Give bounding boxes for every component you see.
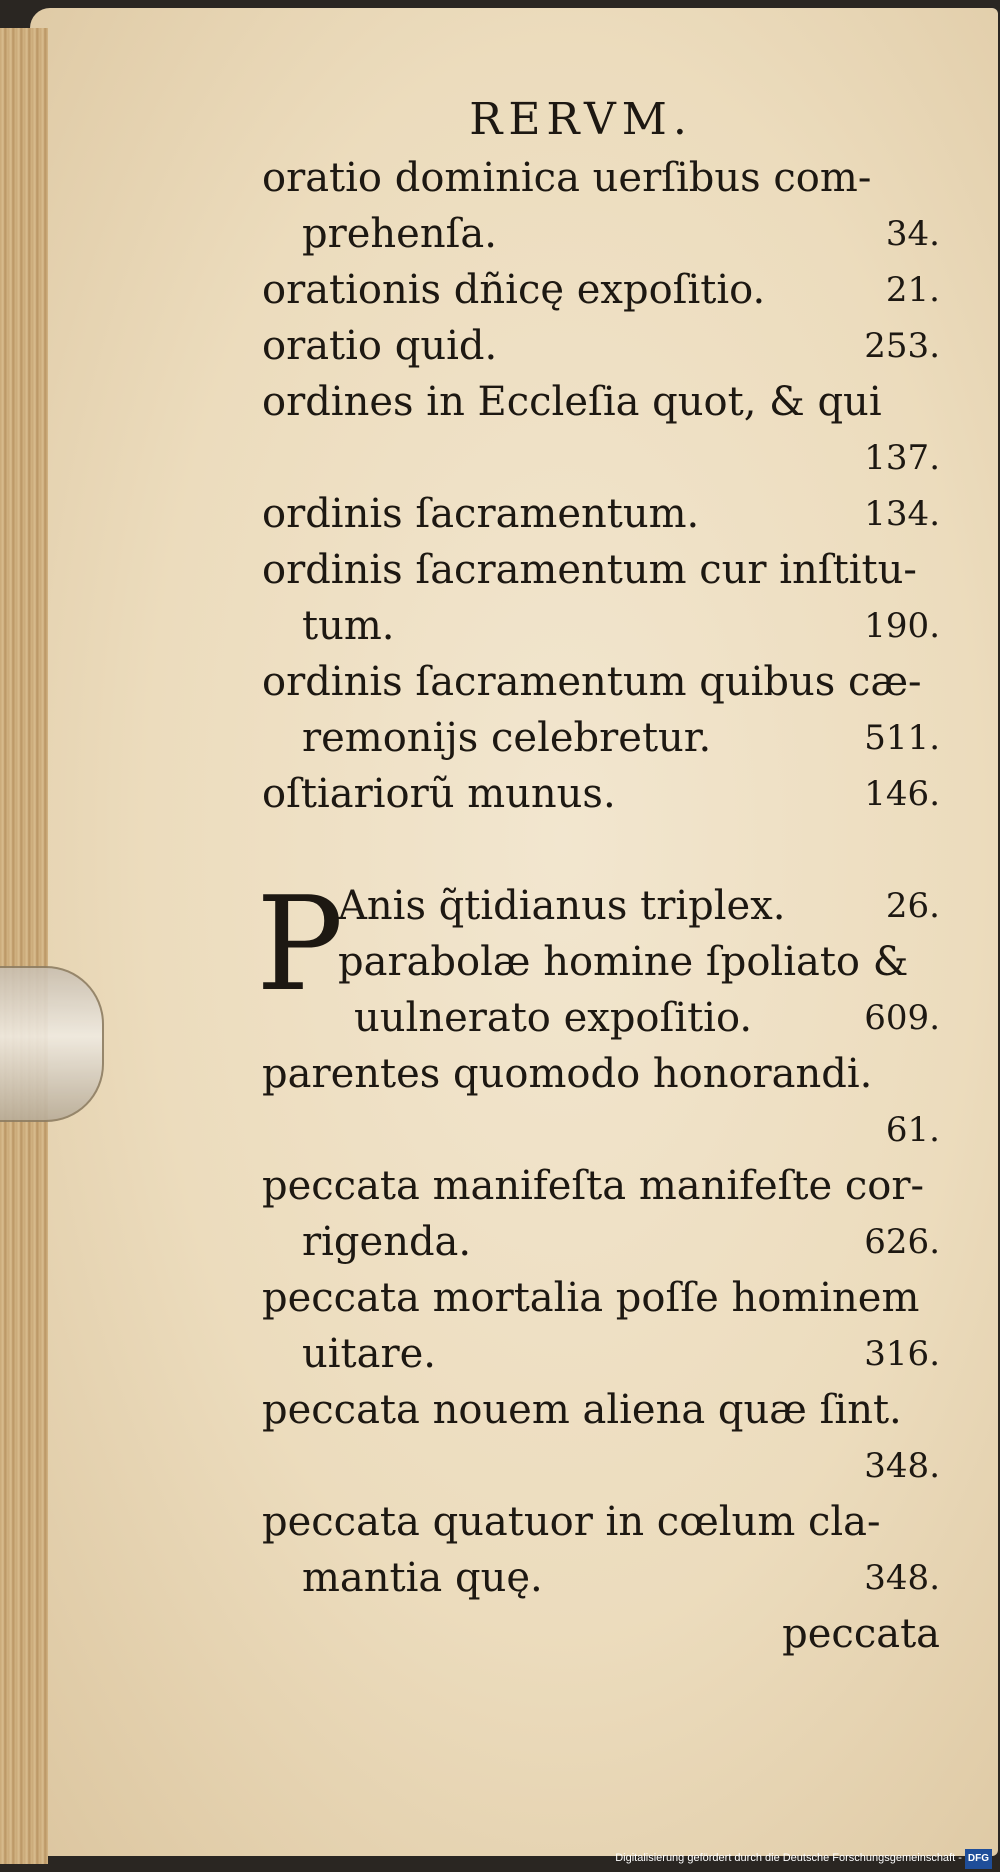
book-clasp xyxy=(0,966,104,1122)
index-entry xyxy=(262,654,940,766)
entry-line: parentes quomodo honorandi. xyxy=(262,1051,873,1097)
entry-line-cont xyxy=(262,1326,940,1382)
index-entry xyxy=(262,318,940,374)
page-number: 316. xyxy=(864,1334,940,1374)
entry-line: peccata quatuor in cœlum cla- xyxy=(262,1499,881,1545)
entry-line: peccata nouem aliena quæ ſint. xyxy=(262,1387,902,1433)
page-number: 137. xyxy=(864,438,940,478)
page-number: 511. xyxy=(864,718,940,758)
entry-line-wrap xyxy=(262,766,940,822)
entry-line-text: uulnerato expoſitio. xyxy=(354,995,753,1041)
digitization-footer xyxy=(615,1848,992,1868)
index-entry xyxy=(262,1382,940,1494)
entry-line: peccata manifeſta manifeſte cor- xyxy=(262,1163,925,1209)
entry-line-text: orationis dñicę expoſitio. xyxy=(262,267,766,313)
entry-line-cont xyxy=(262,1550,940,1606)
drop-initial: P xyxy=(256,868,344,1020)
entry-line: parabolæ homine ſpoliato & xyxy=(338,939,909,985)
entry-line-text: mantia quę. xyxy=(302,1555,543,1601)
footer-text: Digitalisierung gefördert durch die Deutsche Forschungsgemeinschaft - xyxy=(615,1852,962,1864)
page-number: 348. xyxy=(864,1446,940,1486)
section-gap xyxy=(262,822,940,878)
dfg-logo: DFG xyxy=(965,1849,992,1869)
index-text xyxy=(256,90,940,1662)
page-number: 34. xyxy=(885,214,940,254)
entry-line-text: ordinis ſacramentum. xyxy=(262,491,700,537)
entry-line-cont xyxy=(262,710,940,766)
index-entry xyxy=(262,766,940,822)
index-entry xyxy=(262,150,940,262)
entry-line-wrap xyxy=(262,878,940,934)
page-number: 626. xyxy=(864,1222,940,1262)
page-number: 61. xyxy=(885,1110,940,1150)
entry-line: peccata mortalia poſſe hominem xyxy=(262,1275,920,1321)
entry-line: ordinis ſacramentum quibus cæ- xyxy=(262,659,922,705)
page-number: 609. xyxy=(864,998,940,1038)
entry-line: ordinis ſacramentum cur inſtitu- xyxy=(262,547,917,593)
page-number: 134. xyxy=(864,494,940,534)
index-entry xyxy=(262,1046,940,1158)
running-head: RERVM. xyxy=(469,94,693,145)
page-number: 26. xyxy=(885,886,940,926)
entry-line: ordines in Eccleſia quot, & qui xyxy=(262,379,882,425)
entry-line-wrap xyxy=(262,1438,940,1494)
entry-line-wrap xyxy=(262,430,940,486)
entry-line-text: rigenda. xyxy=(302,1219,472,1265)
page-number: 146. xyxy=(864,774,940,814)
entry-line-wrap xyxy=(262,262,940,318)
entry-line-text: tum. xyxy=(302,603,395,649)
catchword: peccata xyxy=(782,1611,940,1657)
index-entry xyxy=(262,1158,940,1270)
entry-line: oratio dominica uerſibus com- xyxy=(262,155,872,201)
page-edges xyxy=(0,28,48,1864)
page-number: 21. xyxy=(885,270,940,310)
entry-line-text: oratio quid. xyxy=(262,323,498,369)
section-p xyxy=(256,868,940,1046)
entry-line-cont xyxy=(262,1214,940,1270)
entry-line-text: oſtiariorũ munus. xyxy=(262,771,616,817)
index-entry xyxy=(262,374,940,486)
entry-line-cont xyxy=(262,206,940,262)
entry-line-text: Anis q̃tidianus triplex. xyxy=(338,883,786,929)
page-number: 190. xyxy=(864,606,940,646)
entry-line-wrap xyxy=(262,318,940,374)
page-number: 253. xyxy=(864,326,940,366)
index-entry xyxy=(262,262,940,318)
index-entry xyxy=(262,542,940,654)
entry-line-wrap xyxy=(262,1102,940,1158)
index-entry xyxy=(262,1270,940,1382)
entry-line-text: remonijs celebretur. xyxy=(302,715,712,761)
entry-line-wrap xyxy=(262,486,940,542)
entry-line-cont xyxy=(262,990,940,1046)
index-entry xyxy=(262,1494,940,1606)
entry-line-text: prehenſa. xyxy=(302,211,497,257)
page-number: 348. xyxy=(864,1558,940,1598)
index-entry xyxy=(262,486,940,542)
entry-line-text: uitare. xyxy=(302,1331,436,1377)
entry-line-cont xyxy=(262,598,940,654)
